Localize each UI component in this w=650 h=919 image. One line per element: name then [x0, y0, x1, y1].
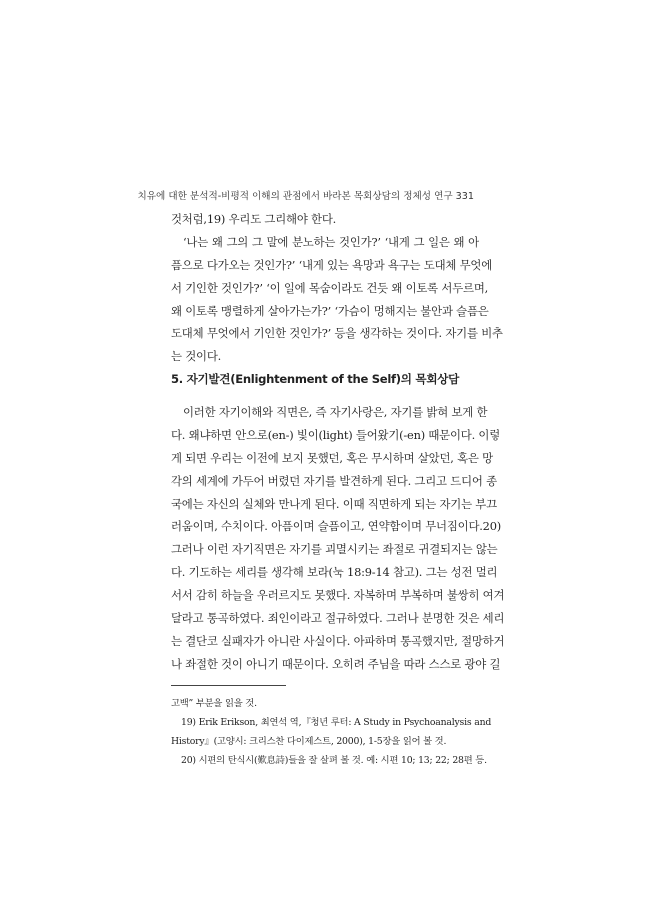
text-line: 것처럼,19) 우리도 그리해야 한다. — [171, 212, 337, 226]
running-head: 치유에 대한 분석적-비평적 이해의 관점에서 바라본 목회상담의 정체성 연구 331 — [137, 191, 474, 202]
footnote: 20) 시편의 탄식시(歎息詩)들을 잘 살펴 볼 것. 예: 시편 10; 13; 22; 28편 등. — [181, 755, 487, 766]
paragraph-1 — [171, 208, 503, 368]
text-line: 그러나 이런 자기직면은 자기를 괴멸시키는 좌절로 귀결되지는 않는 — [171, 542, 498, 557]
text-line: 픔으로 다가오는 것인가?’ ‘내게 있는 욕망과 욕구는 도대체 무엇에 — [171, 257, 493, 272]
paragraph-2 — [171, 401, 505, 676]
text-line: 다. 왜냐하면 안으로(en-) 빛이(light) 들어왔기(-en) 때문이다. 이렇 — [171, 427, 501, 442]
text-line: 이러한 자기이해와 직면은, 즉 자기사랑은, 자기를 밝혀 보게 한 — [183, 405, 488, 419]
text-line: 나 좌절한 것이 아니기 때문이다. 오히려 주님을 따라 스스로 광야 길 — [171, 656, 501, 671]
text-line: 는 것이다. — [171, 349, 222, 364]
text-line: 게 되면 우리는 이전에 보지 못했던, 혹은 무시하며 살았던, 혹은 망 — [171, 450, 493, 465]
text-line: 각의 세계에 가두어 버렸던 자기를 발견하게 된다. 그리고 드디어 종 — [171, 473, 497, 488]
text-line: ‘나는 왜 그의 그 말에 분노하는 것인가?’ ‘내게 그 일은 왜 아 — [183, 234, 479, 249]
text-line: 도대체 무엇에서 기인한 것인가?’ 등을 생각하는 것이다. 자기를 비추 — [171, 326, 503, 341]
footnote: 19) Erik Erikson, 최연석 역,『청년 루터: A Study in Psychoanalysis and — [181, 717, 492, 728]
section-heading: 5. 자기발견(Enlightenment of the Self)의 목회상담 — [171, 372, 460, 386]
text-line: 국에는 자신의 실체와 만나게 된다. 이때 직면하게 되는 자기는 부끄 — [171, 496, 497, 511]
text-line: 서서 감히 하늘을 우러르지도 못했다. 자복하며 부복하며 불쌍히 여겨 — [171, 588, 505, 603]
footnote-divider — [171, 685, 286, 686]
text-line: 왜 이토록 맹렬하게 살아가는가?’ ‘가슴이 멍해지는 불안과 슬픔은 — [171, 303, 489, 318]
text-line: 달라고 통곡하였다. 죄인이라고 절규하였다. 그러나 분명한 것은 세리 — [171, 611, 505, 626]
footnote: 고백” 부분을 읽을 것. — [171, 698, 257, 709]
text-line: 러움이며, 수치이다. 아픔이며 슬픔이고, 연약함이며 무너짐이다.20) — [171, 519, 502, 534]
text-line: 다. 기도하는 세리를 생각해 보라(눅 18:9-14 참고). 그는 성전 멀리 — [171, 565, 498, 580]
text-line: 는 결단코 실패자가 아니란 사실이다. 아파하며 통곡했지만, 절망하거 — [171, 633, 505, 648]
footnote: History』(고양시: 크리스찬 다이제스트, 2000), 1-5장을 읽어 볼 것. — [171, 736, 447, 747]
footnotes — [171, 694, 492, 770]
text-line: 서 기인한 것인가?’ ‘이 일에 목숨이라도 건듯 왜 이토록 서두르며, — [171, 280, 489, 295]
